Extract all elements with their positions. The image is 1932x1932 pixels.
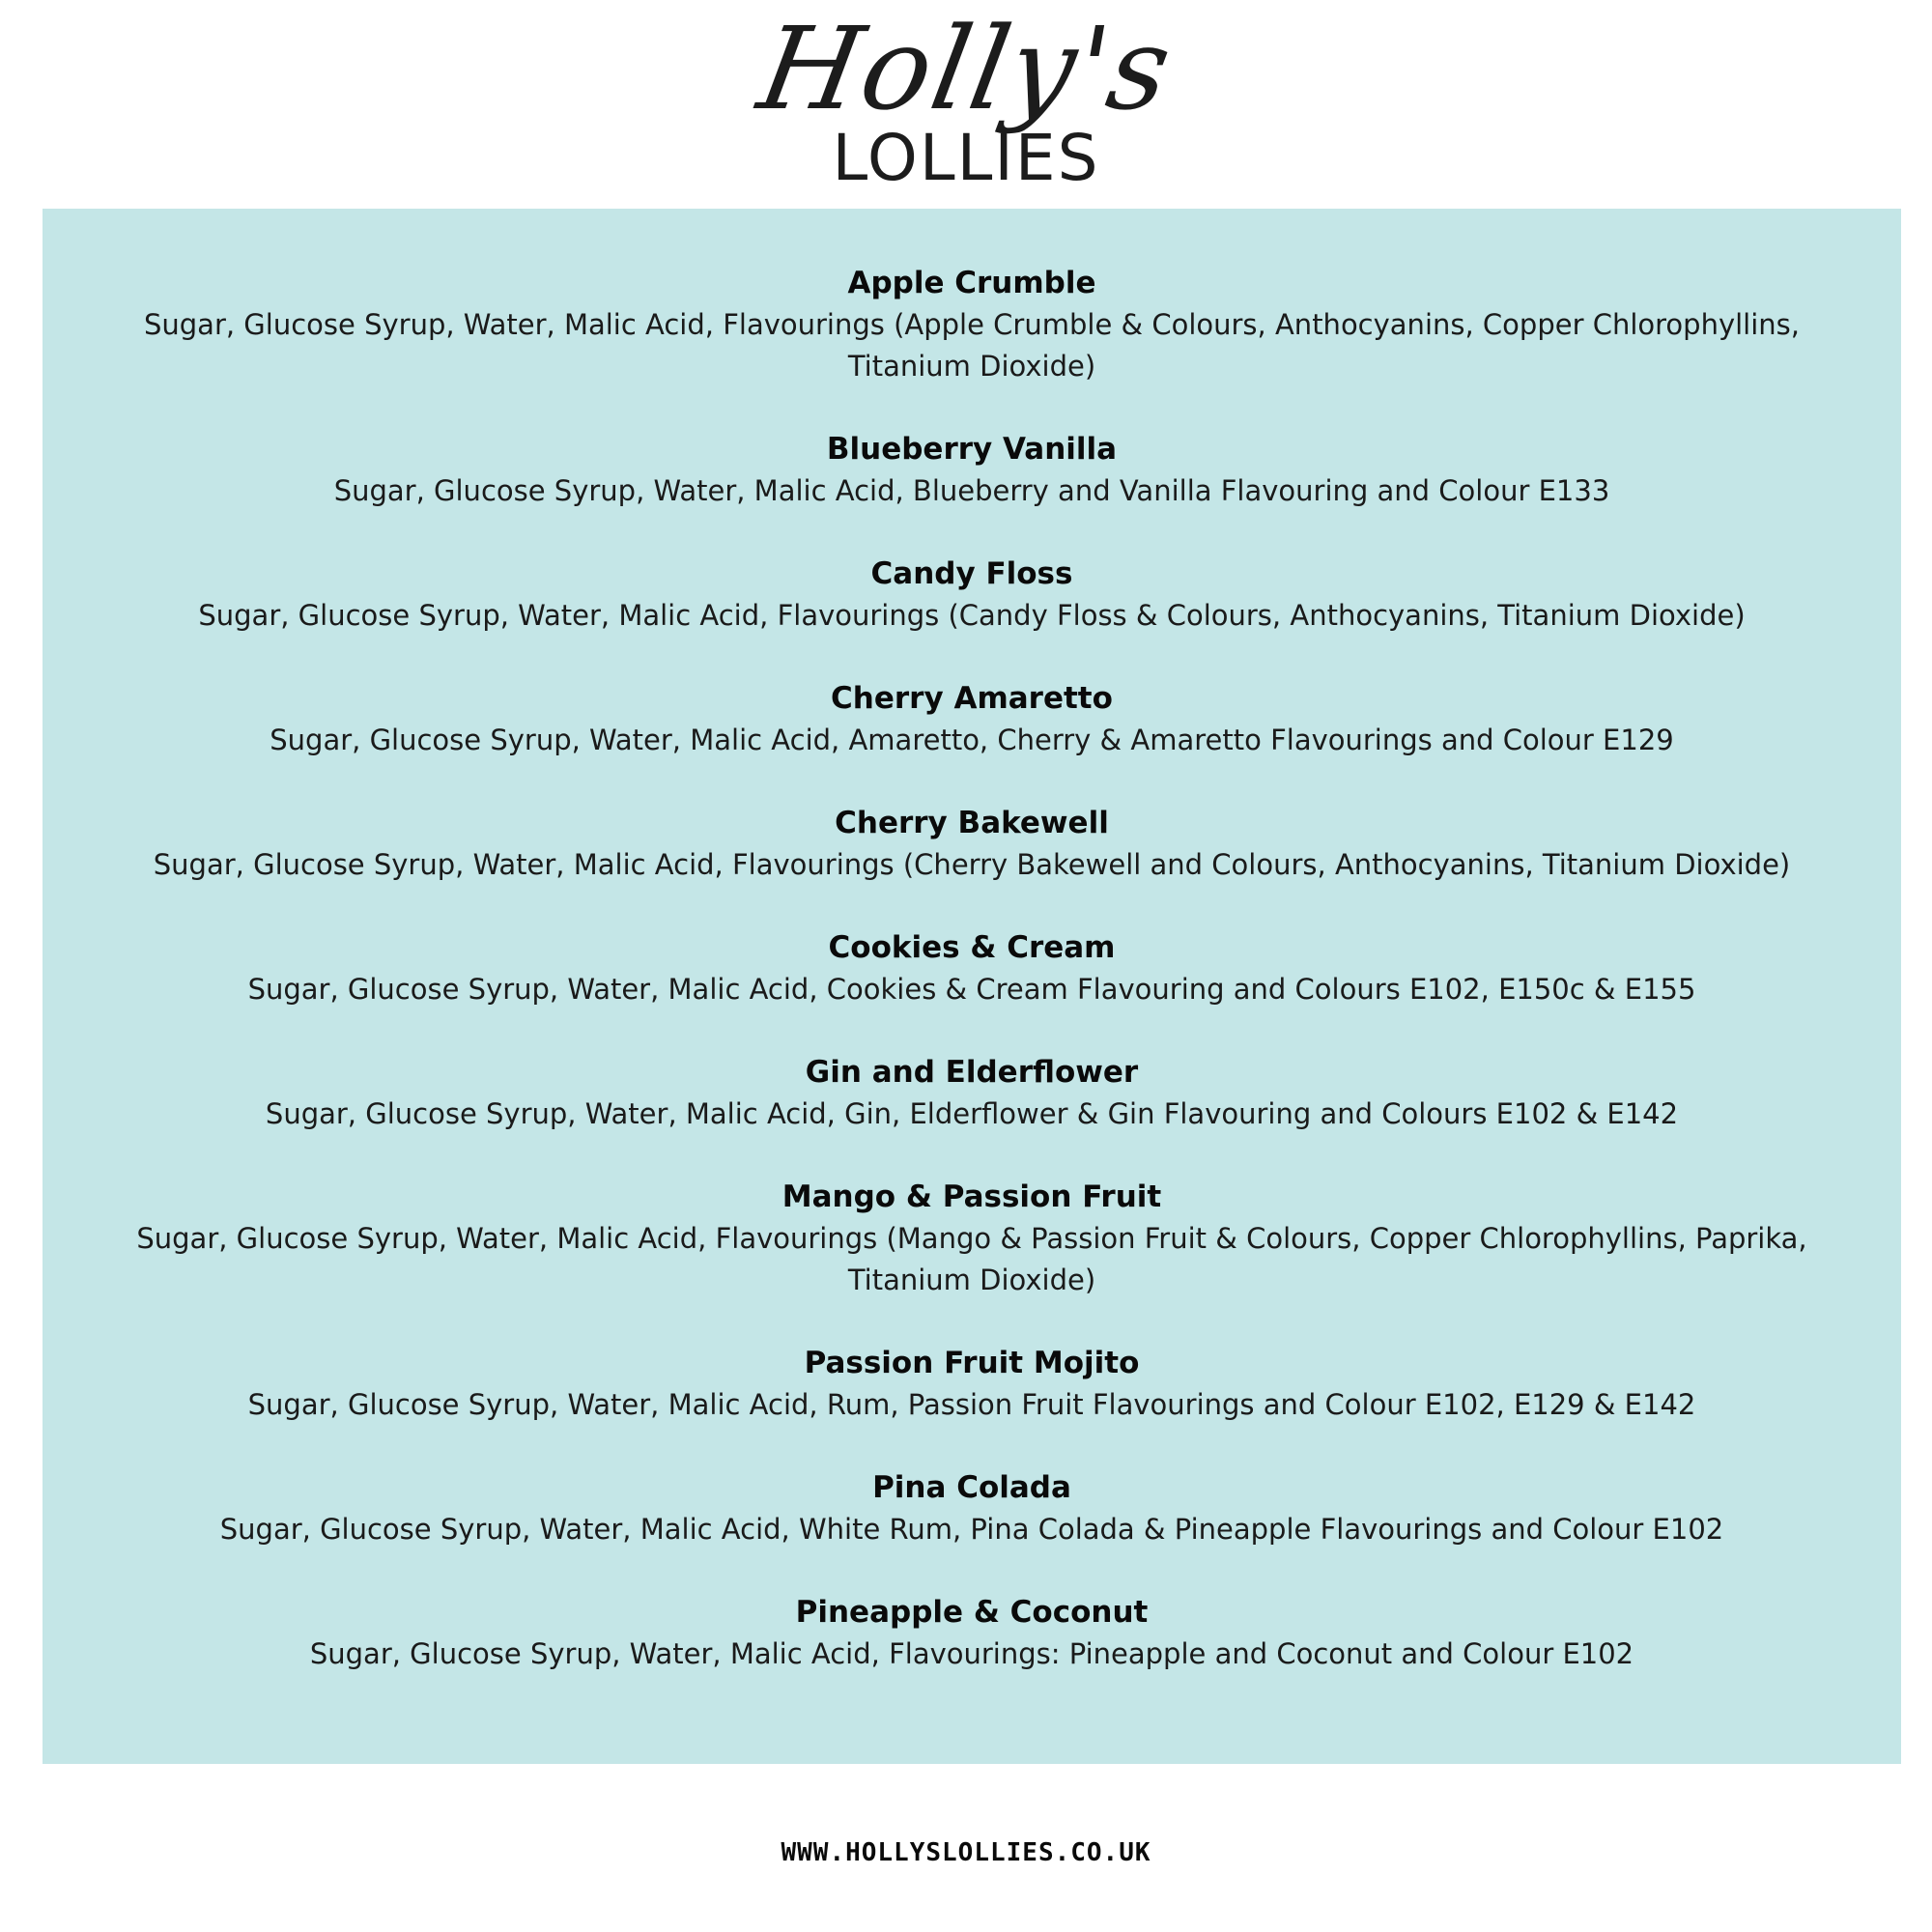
flavour-entry (104, 1592, 1839, 1675)
flavour-entry (104, 429, 1839, 512)
flavour-ingredients: Sugar, Glucose Syrup, Water, Malic Acid, Gin, Elderflower & Gin Flavouring and Colours E102 & E142 (265, 1097, 1679, 1130)
flavour-name: Cherry Amaretto (831, 681, 1113, 716)
flavour-name: Passion Fruit Mojito (804, 1346, 1140, 1380)
flavour-ingredients: Sugar, Glucose Syrup, Water, Malic Acid, Flavourings (Candy Floss & Colours, Anthocyanins, Titanium Dioxide) (198, 599, 1746, 632)
flavour-ingredients: Sugar, Glucose Syrup, Water, Malic Acid, Flavourings (Mango & Passion Fruit & Colours, Copper Chlorophyllins, Paprika, Titanium Dioxide) (136, 1222, 1807, 1296)
website-url[interactable]: WWW.HOLLYSLOLLIES.CO.UK (781, 1838, 1151, 1867)
logo-wordmark: LOLLIES (832, 121, 1100, 195)
flavour-name: Cherry Bakewell (835, 806, 1109, 840)
flavour-entry (104, 1052, 1839, 1135)
flavour-name: Candy Floss (870, 556, 1073, 591)
flavour-entry (104, 1467, 1839, 1550)
flavour-entry (104, 803, 1839, 886)
brand-logo (0, 0, 1932, 208)
flavour-name: Cookies & Cream (828, 930, 1116, 965)
flavour-entry (104, 1343, 1839, 1426)
flavour-name: Apple Crumble (847, 266, 1096, 300)
flavour-ingredients: Sugar, Glucose Syrup, Water, Malic Acid, Flavourings (Cherry Bakewell and Colours, Anthocyanins, Titanium Dioxide) (153, 848, 1791, 881)
flavour-name: Pineapple & Coconut (795, 1595, 1149, 1630)
flavour-ingredients: Sugar, Glucose Syrup, Water, Malic Acid, Blueberry and Vanilla Flavouring and Colour E133 (333, 474, 1610, 507)
flavour-ingredients: Sugar, Glucose Syrup, Water, Malic Acid, Flavourings: Pineapple and Coconut and Colour E102 (309, 1637, 1634, 1670)
flavour-name: Gin and Elderflower (805, 1055, 1139, 1090)
flavour-name: Blueberry Vanilla (826, 432, 1118, 467)
flavour-entry (104, 263, 1839, 387)
flavour-entry (104, 927, 1839, 1010)
flavour-ingredients: Sugar, Glucose Syrup, Water, Malic Acid, Amaretto, Cherry & Amaretto Flavourings and Colour E129 (270, 724, 1674, 756)
flavour-entry (104, 678, 1839, 761)
flavour-ingredients: Sugar, Glucose Syrup, Water, Malic Acid, Flavourings (Apple Crumble & Colours, Anthocyanins, Copper Chlorophyllins, Titanium Dioxide) (143, 308, 1801, 383)
flavour-name: Mango & Passion Fruit (781, 1179, 1162, 1214)
flavour-name: Pina Colada (872, 1470, 1071, 1505)
flavour-entry (104, 1177, 1839, 1301)
flavour-entry (104, 554, 1839, 637)
flavour-ingredients: Sugar, Glucose Syrup, Water, Malic Acid, Cookies & Cream Flavouring and Colours E102, E150c & E155 (247, 973, 1696, 1006)
flavour-ingredients: Sugar, Glucose Syrup, Water, Malic Acid, White Rum, Pina Colada & Pineapple Flavourings and Colour E102 (219, 1513, 1724, 1546)
ingredients-panel (43, 209, 1901, 1764)
flavour-ingredients: Sugar, Glucose Syrup, Water, Malic Acid, Rum, Passion Fruit Flavourings and Colour E102, E129 & E142 (247, 1388, 1696, 1421)
logo-script-text: Holly's (750, 2, 1182, 135)
